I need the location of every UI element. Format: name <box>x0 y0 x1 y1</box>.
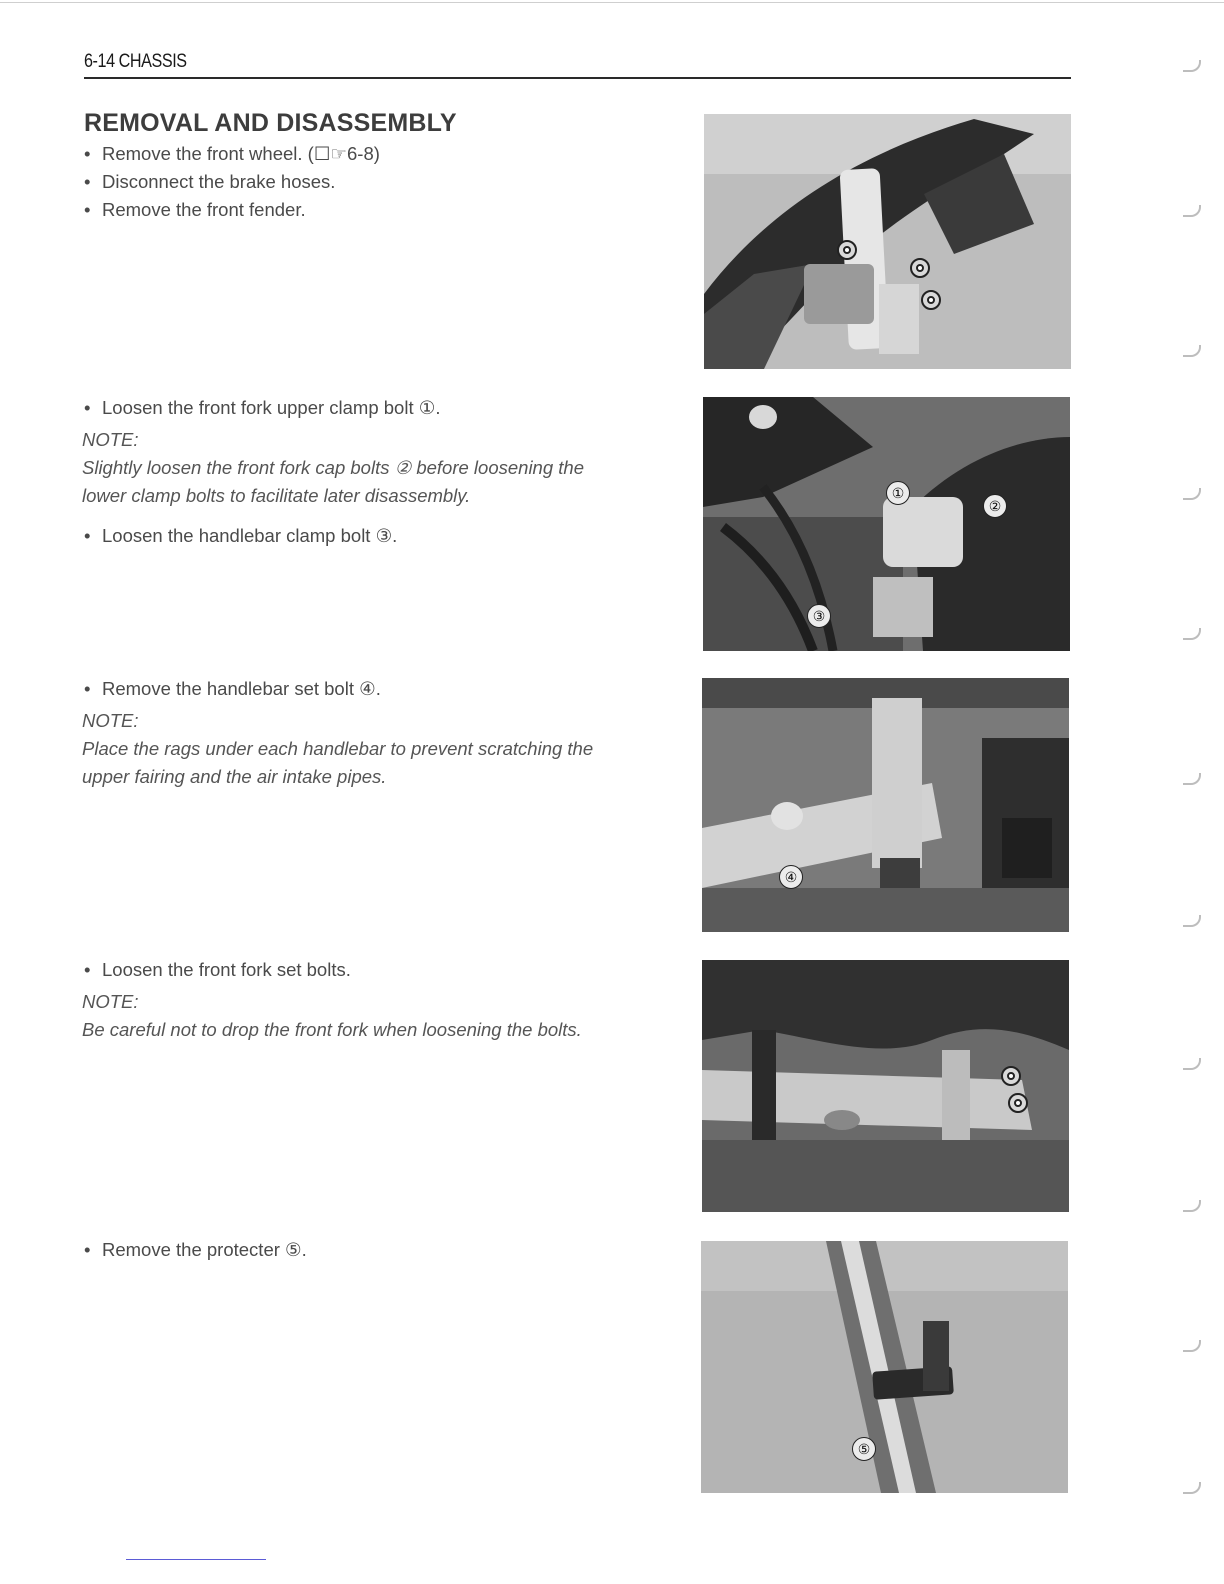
callout-3: ③ <box>807 604 831 628</box>
binding-mark <box>1183 915 1201 927</box>
step-4-text <box>82 956 682 1044</box>
top-rule <box>0 2 1224 3</box>
photo-handlebar-set-bolt <box>702 678 1069 932</box>
bolt-marker <box>921 290 941 310</box>
step-3-note-line-2: upper fairing and the air intake pipes. <box>82 766 387 787</box>
footer-rule <box>126 1559 266 1560</box>
step-1-bullet-1: • Remove the front wheel. (☐☞6-8) <box>82 140 682 168</box>
bolt-marker <box>910 258 930 278</box>
callout-1: ① <box>886 481 910 505</box>
step-2-text <box>82 394 682 550</box>
bolt-marker <box>1001 1066 1021 1086</box>
step-4-note-label: NOTE: <box>82 991 139 1012</box>
binding-mark <box>1183 1200 1201 1212</box>
binding-mark <box>1183 628 1201 640</box>
bolt-marker <box>837 240 857 260</box>
step-4-note-line-1: Be careful not to drop the front fork when loosening the bolts. <box>82 1019 582 1040</box>
bolt-marker <box>1008 1093 1028 1113</box>
step-2-note-label: NOTE: <box>82 429 139 450</box>
binding-mark <box>1183 1482 1201 1494</box>
step-3-note-line-1: Place the rags under each handlebar to prevent scratching the <box>82 738 594 759</box>
step-2-bullet-1: • Loosen the front fork upper clamp bolt ①. <box>82 394 682 422</box>
step-1-bullet-3: • Remove the front fender. <box>82 196 682 224</box>
callout-5: ⑤ <box>852 1437 876 1461</box>
step-3-note-label: NOTE: <box>82 710 139 731</box>
callout-4: ④ <box>779 865 803 889</box>
binding-mark <box>1183 60 1201 72</box>
step-1-text <box>82 140 682 224</box>
binding-mark <box>1183 345 1201 357</box>
page-header <box>84 49 1071 79</box>
binding-mark <box>1183 205 1201 217</box>
callout-2: ② <box>983 494 1007 518</box>
step-3-bullet-1: • Remove the handlebar set bolt ④. <box>82 675 682 703</box>
section-title: REMOVAL AND DISASSEMBLY <box>84 109 457 137</box>
step-2-note-line-1: Slightly loosen the front fork cap bolts ② before loosening the <box>82 457 584 478</box>
step-3-text <box>82 675 682 791</box>
page-label: 6-14 CHASSIS <box>84 51 187 72</box>
step-5-text <box>82 1236 682 1264</box>
photo-front-fender <box>704 114 1071 369</box>
binding-mark <box>1183 1340 1201 1352</box>
binding-mark <box>1183 773 1201 785</box>
photo-fork-set-bolts <box>702 960 1069 1212</box>
binding-mark <box>1183 1058 1201 1070</box>
step-2-bullet-2: • Loosen the handlebar clamp bolt ③. <box>82 522 682 550</box>
binding-mark <box>1183 488 1201 500</box>
step-5-bullet-1: • Remove the protecter ⑤. <box>82 1236 682 1264</box>
step-1-bullet-2: • Disconnect the brake hoses. <box>82 168 682 196</box>
step-2-note-line-2: lower clamp bolts to facilitate later disassembly. <box>82 485 471 506</box>
step-4-bullet-1: • Loosen the front fork set bolts. <box>82 956 682 984</box>
photo-upper-clamp <box>703 397 1070 651</box>
photo-protecter <box>701 1241 1068 1493</box>
